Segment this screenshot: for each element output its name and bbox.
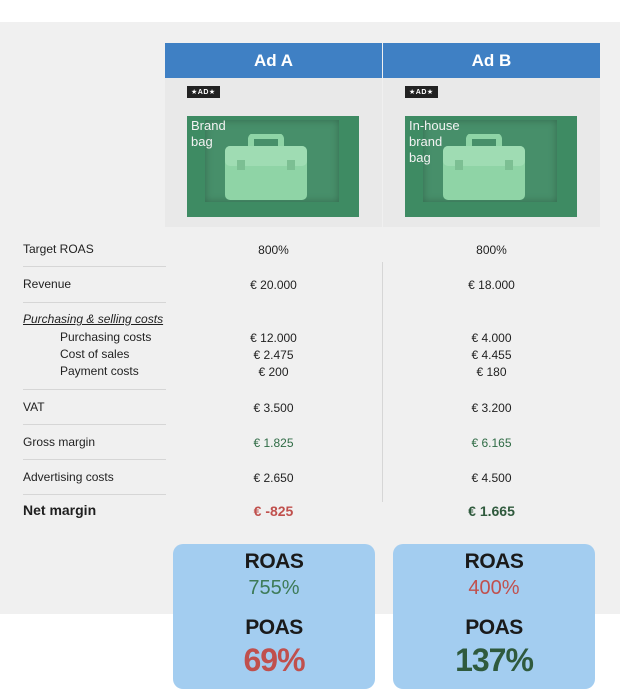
row-label-target-roas: Target ROAS	[23, 242, 94, 256]
value-net-margin-a: € -825	[253, 503, 294, 519]
column-divider	[382, 262, 383, 502]
value-cost-of-sales-a: € 2.475	[253, 348, 294, 362]
metrics-card-ad-b	[393, 544, 595, 689]
row-divider	[23, 424, 166, 425]
roas-title: ROAS	[244, 550, 304, 573]
value-gross-margin-b: € 6.165	[471, 436, 512, 450]
value-target-roas-a: 800%	[258, 243, 289, 257]
value-purchasing-b: € 4.000	[471, 331, 512, 345]
ad-badge: ★AD★	[187, 86, 220, 98]
value-purchasing-a: € 12.000	[250, 331, 297, 345]
value-advertising-b: € 4.500	[471, 471, 512, 485]
value-payment-a: € 200	[258, 365, 289, 379]
value-gross-margin-a: € 1.825	[253, 436, 294, 450]
ad-b-image	[383, 78, 600, 227]
column-header-ad-b: Ad B	[383, 43, 600, 78]
roas-title: ROAS	[464, 550, 524, 573]
row-divider	[23, 459, 166, 460]
row-divider	[23, 389, 166, 390]
poas-value: 69%	[243, 642, 305, 678]
row-divider	[23, 494, 166, 495]
value-vat-b: € 3.200	[471, 401, 512, 415]
roas-value: 755%	[248, 577, 300, 599]
value-net-margin-b: € 1.665	[468, 503, 515, 519]
value-target-roas-b: 800%	[476, 243, 507, 257]
value-vat-a: € 3.500	[253, 401, 294, 415]
poas-title: POAS	[245, 616, 303, 639]
ad-caption: Brand bag	[191, 118, 226, 149]
roas-value: 400%	[468, 577, 520, 599]
row-divider	[23, 266, 166, 267]
column-header-ad-a: Ad A	[165, 43, 382, 78]
ad-caption: In-house brand bag	[409, 118, 460, 165]
value-revenue-a: € 20.000	[250, 278, 297, 292]
row-label-cost-of-sales: Cost of sales	[60, 347, 130, 361]
row-label-advertising: Advertising costs	[23, 470, 114, 484]
ad-a-image	[165, 78, 382, 227]
ad-badge: ★AD★	[405, 86, 438, 98]
value-revenue-b: € 18.000	[468, 278, 515, 292]
value-payment-b: € 180	[476, 365, 507, 379]
row-label-vat: VAT	[23, 400, 45, 414]
section-label-purchasing-selling: Purchasing & selling costs	[23, 312, 164, 326]
row-divider	[23, 302, 166, 303]
poas-value: 137%	[455, 642, 533, 678]
row-label-purchasing: Purchasing costs	[60, 330, 152, 344]
value-cost-of-sales-b: € 4.455	[471, 348, 512, 362]
row-label-gross-margin: Gross margin	[23, 435, 96, 449]
value-advertising-a: € 2.650	[253, 471, 294, 485]
metrics-card-ad-a	[173, 544, 375, 689]
poas-title: POAS	[465, 616, 523, 639]
row-label-net-margin: Net margin	[23, 502, 97, 518]
row-label-revenue: Revenue	[23, 277, 72, 291]
row-label-payment: Payment costs	[60, 364, 139, 378]
